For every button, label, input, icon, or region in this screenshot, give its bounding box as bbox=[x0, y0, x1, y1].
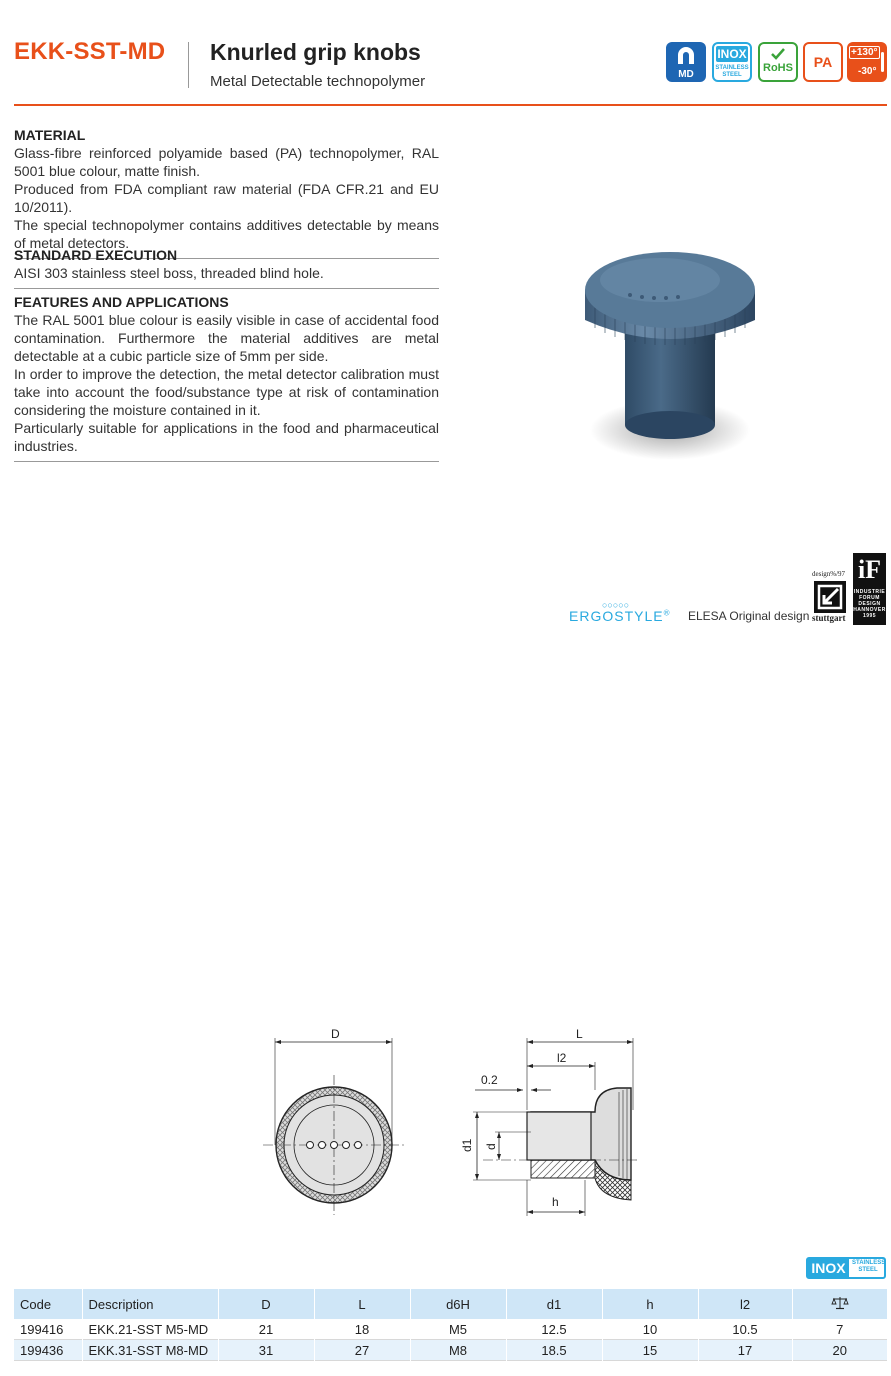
ergostyle-text: ERGOSTYLE bbox=[569, 608, 664, 624]
cell-d1: 12.5 bbox=[506, 1319, 602, 1340]
cell-L: 27 bbox=[314, 1340, 410, 1361]
col-code: Code bbox=[20, 1296, 52, 1312]
temperature-badge bbox=[847, 42, 887, 82]
cell-code: 199416 bbox=[20, 1321, 64, 1337]
check-icon bbox=[760, 44, 796, 64]
cell-L: 18 bbox=[314, 1319, 410, 1340]
rohs-badge bbox=[758, 42, 798, 82]
cell-D: 21 bbox=[218, 1319, 314, 1340]
section-divider bbox=[14, 288, 439, 289]
standard-execution-section bbox=[14, 246, 439, 289]
elesa-original-design: ELESA Original design bbox=[688, 609, 810, 623]
rohs-label: RoHS bbox=[763, 62, 793, 74]
table-row bbox=[14, 1340, 887, 1361]
cell-code: 199436 bbox=[20, 1342, 64, 1358]
cell-description: EKK.31-SST M8-MD bbox=[82, 1340, 218, 1361]
material-section bbox=[14, 126, 439, 259]
material-text: Glass-fibre reinforced polyamide based (PA) technopolymer, RAL 5001 blue colour, matte finish. Produced from FDA compliant raw material (FDA CFR.21 and EU 10/2011). The special technopolymer contains additives detectable by means of metal detectors. bbox=[14, 145, 439, 251]
thermometer-icon bbox=[881, 52, 884, 72]
dim-d-label: d bbox=[484, 1143, 498, 1150]
inox-label: INOX bbox=[717, 47, 747, 61]
if-logo-text: iF bbox=[857, 555, 882, 584]
product-code: EKK-SST-MD bbox=[14, 38, 166, 65]
cell-h: 15 bbox=[602, 1340, 698, 1361]
features-section bbox=[14, 293, 439, 462]
cell-d6H: M5 bbox=[410, 1319, 506, 1340]
col-D: D bbox=[218, 1289, 314, 1319]
cell-description: EKK.21-SST M5-MD bbox=[82, 1319, 218, 1340]
pa-badge: PA bbox=[803, 42, 843, 82]
cell-weight: 20 bbox=[792, 1340, 887, 1361]
if-design-award-logo bbox=[853, 553, 886, 625]
table-inox-sub-label: STAINLESS STEEL bbox=[852, 1260, 886, 1273]
product-table bbox=[14, 1289, 887, 1361]
header-rule bbox=[14, 104, 887, 106]
weight-scale-icon bbox=[831, 1296, 849, 1310]
front-view bbox=[263, 1027, 405, 1215]
dim-gap-label: 0.2 bbox=[481, 1073, 498, 1087]
standard-execution-text: AISI 303 stainless steel boss, threaded blind hole. bbox=[14, 265, 324, 281]
inox-badge bbox=[712, 42, 752, 82]
col-d1: d1 bbox=[506, 1289, 602, 1319]
page-subtitle: Metal Detectable technopolymer bbox=[210, 73, 426, 90]
dim-h-label: h bbox=[552, 1195, 559, 1209]
table-inox-badge bbox=[806, 1257, 886, 1279]
md-label: MD bbox=[678, 69, 694, 80]
page-title: Knurled grip knobs bbox=[210, 39, 421, 65]
cell-d6H: M8 bbox=[410, 1340, 506, 1361]
temp-high: +130° bbox=[851, 47, 878, 58]
table-row bbox=[14, 1319, 887, 1340]
design-arrow-icon bbox=[814, 581, 846, 613]
knob-product-image bbox=[570, 240, 770, 470]
col-h: h bbox=[602, 1289, 698, 1319]
col-weight bbox=[792, 1289, 887, 1319]
dim-l2-label: l2 bbox=[557, 1051, 567, 1065]
section-divider bbox=[14, 461, 439, 462]
col-l2: l2 bbox=[698, 1289, 792, 1319]
design-year-label: design%/97 bbox=[812, 570, 846, 578]
inox-sub-label: STAINLESS STEEL bbox=[715, 65, 749, 78]
cell-D: 31 bbox=[218, 1340, 314, 1361]
ergostyle-logo: ERGOSTYLE® bbox=[569, 608, 671, 624]
features-text: The RAL 5001 blue colour is easily visible in case of accidental food contamination. Furthermore the material additives are metal detectable at a cubic particle size of 5mm per side. In order to improve the detection, the metal detector calibration must take into account the food/substance type at risk of contamination considering the moisture contained in it. Particularly suitable for applications in the food and pharmaceutical industries. bbox=[14, 312, 439, 454]
metal-detectable-badge bbox=[666, 42, 706, 82]
table-inox-label: INOX bbox=[808, 1259, 849, 1277]
dim-D-label: D bbox=[331, 1027, 340, 1041]
side-view bbox=[460, 1027, 640, 1216]
if-forum-text: INDUSTRIE FORUM DESIGN HANNOVER 1995 bbox=[853, 589, 886, 619]
temp-low: -30° bbox=[858, 66, 877, 77]
col-description: Description bbox=[82, 1289, 218, 1319]
design-center-stuttgart-logo bbox=[814, 581, 846, 613]
stuttgart-label: stuttgart bbox=[812, 613, 846, 623]
magnet-icon bbox=[666, 42, 706, 70]
ergostyle-dots-icon: ○○○○○ bbox=[602, 600, 630, 610]
standard-execution-heading: STANDARD EXECUTION bbox=[14, 247, 178, 263]
cell-l2: 17 bbox=[698, 1340, 792, 1361]
col-L: L bbox=[314, 1289, 410, 1319]
cell-d1: 18.5 bbox=[506, 1340, 602, 1361]
header-divider bbox=[188, 42, 189, 88]
col-d6H: d6H bbox=[410, 1289, 506, 1319]
dim-L-label: L bbox=[576, 1027, 583, 1041]
table-header-row bbox=[14, 1289, 887, 1319]
material-heading: MATERIAL bbox=[14, 127, 86, 143]
cell-h: 10 bbox=[602, 1319, 698, 1340]
features-heading: FEATURES AND APPLICATIONS bbox=[14, 294, 229, 310]
dim-d1-label: d1 bbox=[460, 1138, 474, 1152]
cell-l2: 10.5 bbox=[698, 1319, 792, 1340]
technical-drawing bbox=[255, 1020, 645, 1225]
cell-weight: 7 bbox=[792, 1319, 887, 1340]
